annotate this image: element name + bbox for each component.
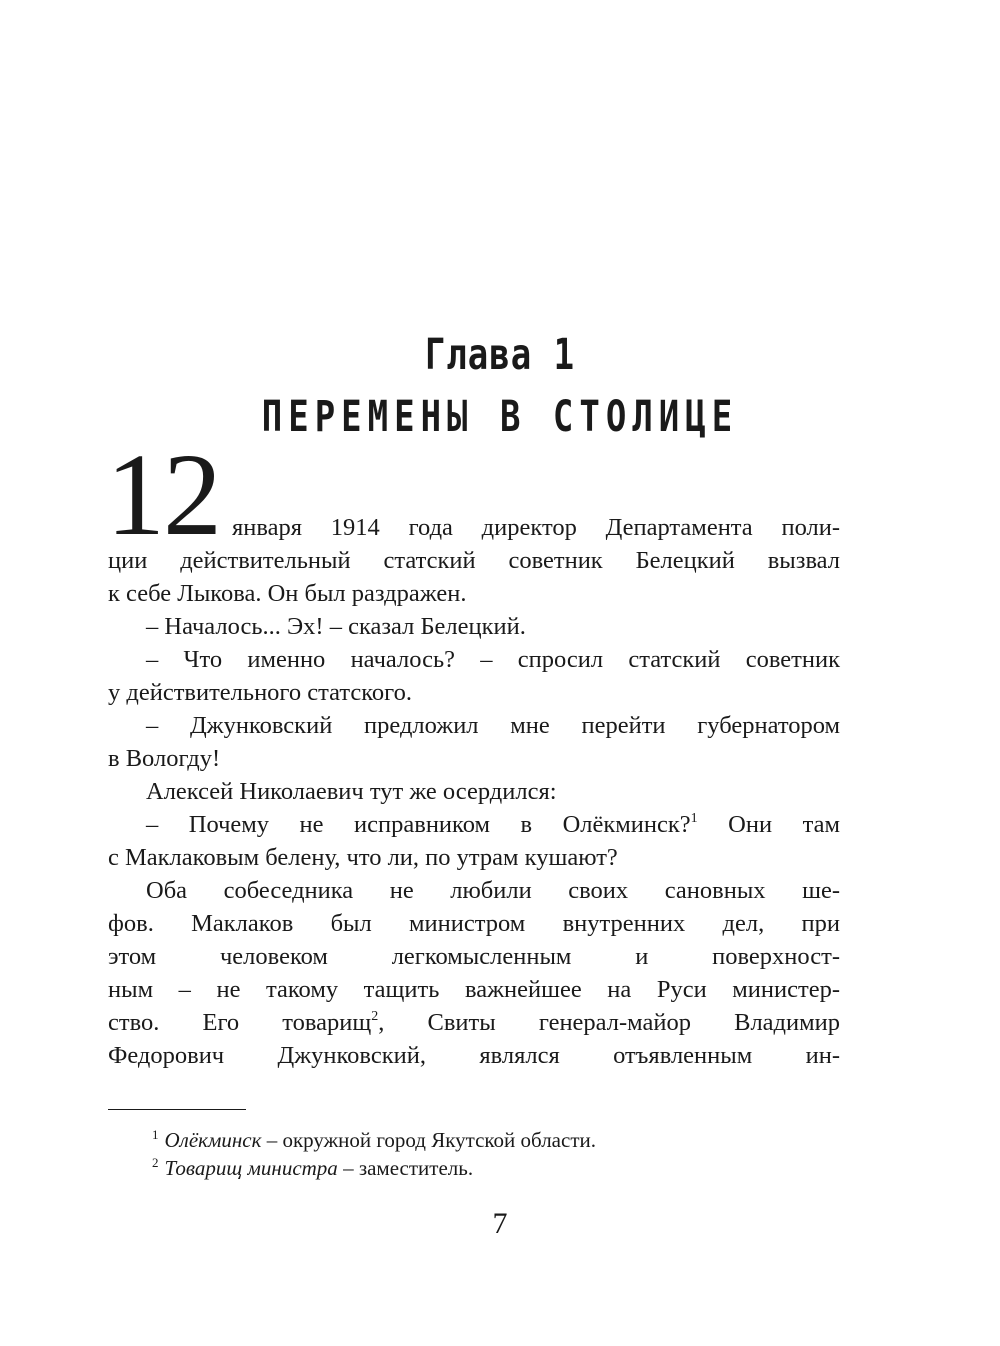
footnote-number: 1 bbox=[152, 1127, 159, 1142]
drop-cap: 12 bbox=[106, 429, 220, 560]
text-line: – Началось... Эх! – сказал Белецкий. bbox=[146, 613, 526, 640]
text-line: Оба собеседника не любили своих сановных ше- bbox=[146, 877, 840, 904]
text-line: этом человеком легкомысленным и поверхност- bbox=[108, 943, 840, 970]
text-line bbox=[108, 1006, 840, 1039]
footnote-ref[interactable]: 1 bbox=[690, 811, 698, 826]
text-line: фов. Маклаков был министром внутренних дел, при bbox=[108, 910, 840, 937]
text-line bbox=[108, 808, 840, 841]
footnote bbox=[152, 1149, 473, 1182]
footnote-ref[interactable]: 2 bbox=[371, 1009, 379, 1024]
footnote-number: 2 bbox=[152, 1155, 159, 1170]
page-number: 7 bbox=[492, 1207, 508, 1240]
footnote-term: Олёкминск bbox=[164, 1128, 262, 1152]
text-line: в Вологду! bbox=[108, 745, 221, 772]
footnote-text: – окружной город Якутской области. bbox=[261, 1128, 596, 1152]
chapter-label: Глава 1 bbox=[424, 330, 576, 380]
footnote-term: Товарищ министра bbox=[164, 1156, 338, 1180]
text-line: с Маклаковым белену, что ли, по утрам кушают? bbox=[108, 844, 618, 871]
text-line: ции действительный статский советник Белецкий вызвал bbox=[108, 547, 840, 574]
text-fragment: ство. Его товарищ bbox=[108, 1009, 372, 1036]
text-line: Алексей Николаевич тут же осердился: bbox=[146, 778, 557, 805]
text-line: января 1914 года директор Департамента поли- bbox=[232, 514, 840, 541]
text-line: к себе Лыкова. Он был раздражен. bbox=[108, 580, 467, 607]
chapter-title: ПЕРЕМЕНЫ В СТОЛИЦЕ bbox=[261, 392, 739, 442]
text-line: – Джунковский предложил мне перейти губернатором bbox=[146, 712, 840, 739]
text-line: у действительного статского. bbox=[108, 679, 412, 706]
footnote-divider bbox=[108, 1109, 246, 1110]
footnote-text: – заместитель. bbox=[337, 1156, 474, 1180]
text-fragment: , Свиты генерал-майор Владимир bbox=[378, 1009, 840, 1036]
text-fragment: Они там bbox=[728, 811, 840, 838]
text-line: – Что именно началось? – спросил статский советник bbox=[146, 646, 840, 673]
text-line: ным – не такому тащить важнейшее на Руси министер- bbox=[108, 976, 840, 1003]
text-fragment: – Почему не исправником в Олёкминск? bbox=[146, 811, 691, 838]
text-line: Федорович Джунковский, являлся отъявленным ин- bbox=[108, 1042, 840, 1069]
